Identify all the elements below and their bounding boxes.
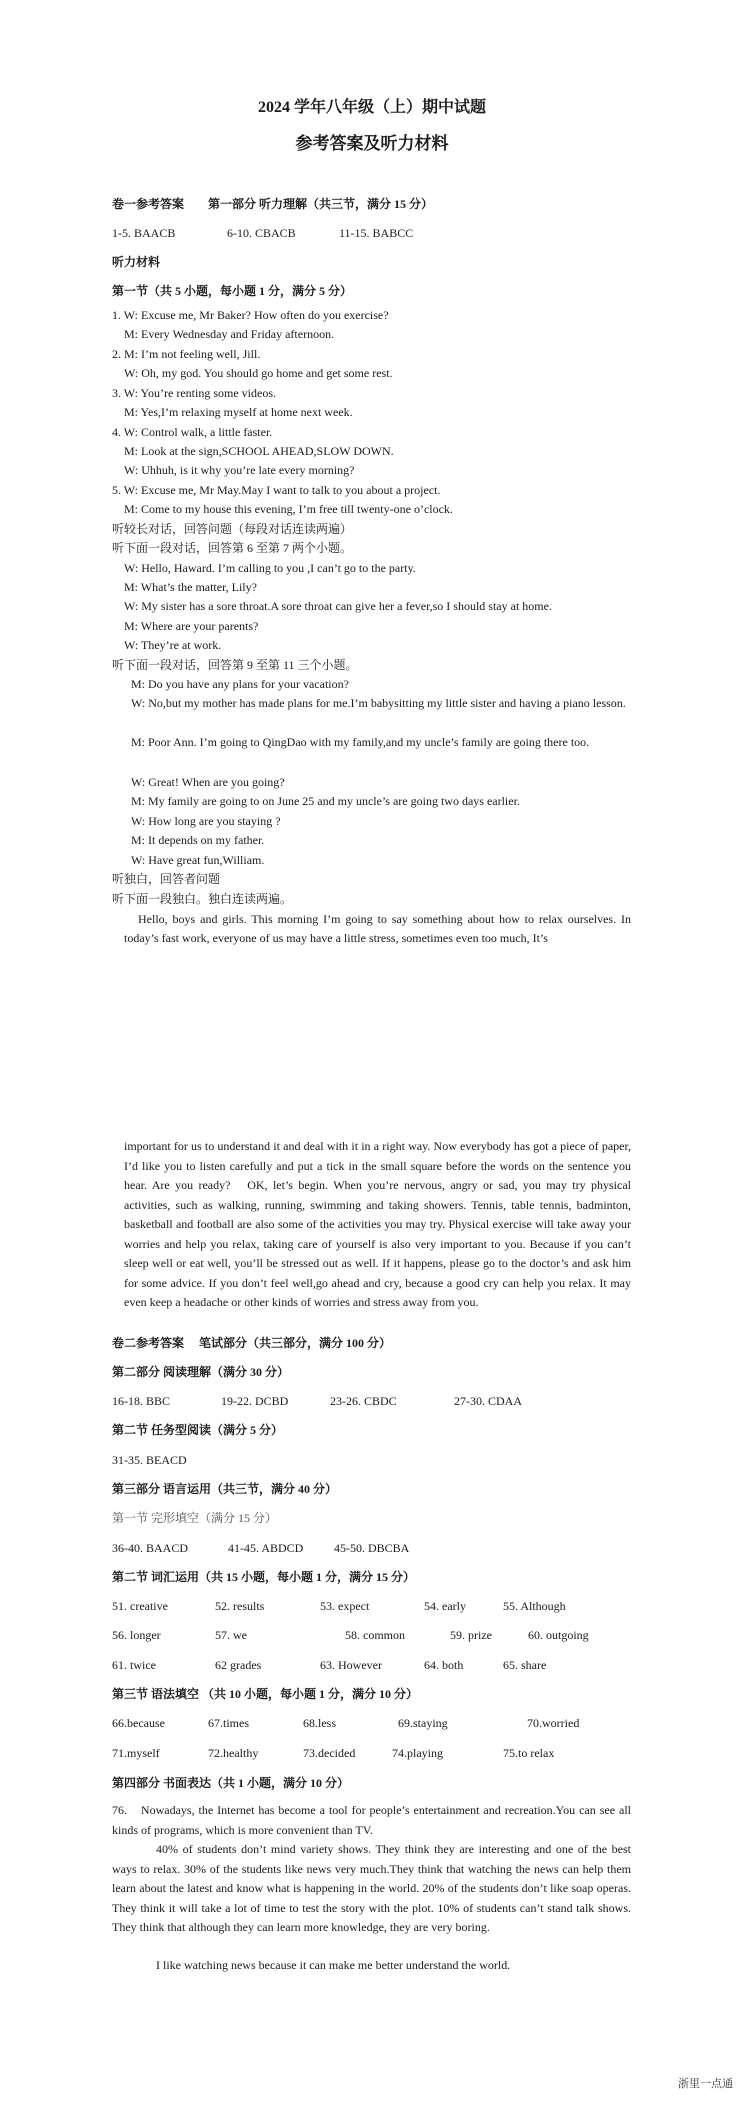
writing-heading: 第四部分 书面表达（共 1 小题，满分 10 分）	[112, 1776, 350, 1790]
writing-paragraph: 76. Nowadays, the Internet has become a tool for people’s entertainment and recreation.You can see all kinds of programs, which is more convenient than TV.	[112, 1803, 631, 1837]
reading-answer: 19-22. DCBD	[221, 1394, 289, 1408]
part2-heading: 卷二参考答案 笔试部分（共三部分，满分 100 分）	[112, 1336, 392, 1350]
dialog6-line: W: Hello, Haward. I’m calling to you ,I can’t go to the party.	[124, 561, 416, 575]
vocab-answer: 59. prize	[450, 1628, 492, 1642]
dialog9-paragraph: M: Poor Ann. I’m going to QingDao with my family,and my uncle’s family are going there too.	[131, 735, 590, 749]
vocab-answer: 62 grades	[215, 1658, 262, 1672]
writing-paragraph: I like watching news because it can make me better understand the world.	[156, 1958, 511, 1972]
part1-heading: 卷一参考答案 第一部分 听力理解（共三节，满分 15 分）	[112, 197, 434, 211]
dialog9-intro: 听下面一段对话，回答第 9 至第 11 三个小题。	[112, 658, 358, 672]
vocab-answer: 61. twice	[112, 1658, 156, 1672]
dialog9-line: W: Great! When are you going?	[131, 775, 285, 789]
grammar-answer: 66.because	[112, 1716, 165, 1730]
answer-6-10: 6-10. CBACB	[227, 226, 296, 240]
grammar-answer: 71.myself	[112, 1746, 160, 1760]
dialog-line: M: Yes,I’m relaxing myself at home next week.	[124, 405, 353, 419]
page-subtitle: 参考答案及听力材料	[295, 134, 449, 153]
language-heading: 第三部分 语言运用（共三节，满分 40 分）	[112, 1482, 338, 1496]
reading-answer: 27-30. CDAA	[454, 1394, 522, 1408]
dialog6-line: M: What’s the matter, Lily?	[124, 580, 257, 594]
watermark: 浙里一点通	[678, 2077, 733, 2090]
vocab-answer: 60. outgoing	[528, 1628, 589, 1642]
vocab-answer: 64. both	[424, 1658, 464, 1672]
dialog6-intro: 听下面一段对话，回答第 6 至第 7 两个小题。	[112, 541, 353, 555]
grammar-answer: 68.less	[303, 1716, 336, 1730]
dialog6-line: M: Where are your parents?	[124, 619, 259, 633]
grammar-answer: 73.decided	[303, 1746, 356, 1760]
dialog9-line: M: Do you have any plans for your vacation?	[131, 677, 349, 691]
dialog9-line: M: My family are going to on June 25 and my uncle’s are going two days earlier.	[131, 794, 520, 808]
vocab-answer: 51. creative	[112, 1599, 168, 1613]
answer-11-15: 11-15. BABCC	[339, 226, 414, 240]
dialog-line: 1. W: Excuse me, Mr Baker? How often do you exercise?	[112, 308, 389, 322]
task-answer: 31-35. BEACD	[112, 1453, 187, 1467]
dialog9-line: W: Have great fun,William.	[131, 853, 265, 867]
grammar-answer: 74.playing	[392, 1746, 443, 1760]
grammar-answer: 75.to relax	[503, 1746, 555, 1760]
dialog-line: 4. W: Control walk, a little faster.	[112, 425, 273, 439]
dialog-line: M: Every Wednesday and Friday afternoon.	[124, 327, 335, 341]
dialog-line: W: Uhhuh, is it why you’re late every morning?	[124, 463, 355, 477]
vocab-answer: 52. results	[215, 1599, 265, 1613]
grammar-answer: 69.staying	[398, 1716, 448, 1730]
dialog-line: 3. W: You’re renting some videos.	[112, 386, 276, 400]
dialog6-line: W: They’re at work.	[124, 638, 222, 652]
grammar-answer: 72.healthy	[208, 1746, 259, 1760]
dialog-line: M: Come to my house this evening, I’m free till twenty-one o’clock.	[124, 502, 453, 516]
vocab-answer: 53. expect	[320, 1599, 370, 1613]
monologue-paragraph: Hello, boys and girls. This morning I’m going to say something about how to relax ourselves. In today’s fast work, everyone of us may have a little stress, sometimes even too much, It’s	[124, 912, 631, 946]
vocab-answer: 58. common	[345, 1628, 405, 1642]
monologue-intro: 听独白，回答者问题	[112, 872, 221, 886]
grammar-heading: 第三节 语法填空 （共 10 小题，每小题 1 分，满分 10 分）	[112, 1687, 419, 1701]
cloze-answer: 41-45. ABDCD	[228, 1541, 304, 1555]
reading-answer: 16-18. BBC	[112, 1394, 171, 1408]
page-title: 2024 学年八年级（上）期中试题	[257, 99, 486, 116]
listening-material-heading: 听力材料	[112, 255, 161, 269]
dialog9-paragraph: W: No,but my mother has made plans for me.I’m babysitting my little sister and having a piano lesson.	[131, 696, 626, 710]
dialog-line: M: Look at the sign,SCHOOL AHEAD,SLOW DOWN.	[124, 444, 394, 458]
dialog9-line: M: It depends on my father.	[131, 833, 265, 847]
vocab-answer: 65. share	[503, 1658, 547, 1672]
dialog-line: W: Oh, my god. You should go home and get some rest.	[124, 366, 393, 380]
vocab-answer: 57. we	[215, 1628, 247, 1642]
monologue-intro: 听下面一段独白。独白连读两遍。	[112, 892, 293, 906]
vocab-answer: 55. Although	[503, 1599, 566, 1613]
reading-heading: 第二部分 阅读理解（满分 30 分）	[112, 1365, 290, 1379]
section1-heading: 第一节（共 5 小题，每小题 1 分，满分 5 分）	[112, 284, 353, 298]
dialog6-line: W: My sister has a sore throat.A sore throat can give her a fever,so I should stay at home.	[124, 599, 552, 613]
dialog-line: 2. M: I’m not feeling well, Jill.	[112, 347, 261, 361]
vocab-answer: 56. longer	[112, 1628, 161, 1642]
dialog9-line: W: How long are you staying ?	[131, 814, 281, 828]
dialog-line: 5. W: Excuse me, Mr May.May I want to talk to you about a project.	[112, 483, 441, 497]
cloze-answer: 45-50. DBCBA	[334, 1541, 410, 1555]
task-heading: 第二节 任务型阅读（满分 5 分）	[112, 1423, 284, 1437]
long-dialog-intro: 听较长对话，回答问题（每段对话连读两遍）	[112, 522, 353, 536]
cloze-answer: 36-40. BAACD	[112, 1541, 189, 1555]
vocab-answer: 63. However	[320, 1658, 382, 1672]
monologue-paragraph-continued: important for us to understand it and deal with it in a right way. Now everybody has got a piece of paper, I’d like you to listen carefully and put a tick in the small square before the words on the sentence you hear. Are you ready? OK, let’s begin. When you’re nervous, angry or sad, you may try physical activities, such as walking, running, swimming and taking showers. Tennis, table tennis, badminton, basketball and football are also some of the activities you may try. Physical exercise will take away your worries and help you relax, taking care of yourself is also very important to you. Because if you can’t sleep well or eat well, you’ll be stressed out as well. If it happens, please go to the doctor’s and ask him for some advice. If you don’t feel well,go ahead and cry, because a good cry can help you relax. It may even keep a headache or other kinds of worries and stress away from you.	[124, 1139, 631, 1309]
vocab-heading: 第二节 词汇运用（共 15 小题，每小题 1 分，满分 15 分）	[112, 1570, 416, 1584]
grammar-answer: 70.worried	[527, 1716, 580, 1730]
vocab-answer: 54. early	[424, 1599, 466, 1613]
answer-1-5: 1-5. BAACB	[112, 226, 176, 240]
reading-answer: 23-26. CBDC	[330, 1394, 397, 1408]
grammar-answer: 67.times	[208, 1716, 249, 1730]
cloze-heading: 第一节 完形填空（满分 15 分）	[112, 1511, 278, 1525]
writing-paragraph: 40% of students don’t mind variety shows. They think they are interesting and one of the best ways to relax. 30% of the students like news very much.They think that watching the news can help them learn about the latest and know what is happening in the world. 20% of the students don’t like soap operas. They think it will take a lot of time to test the story with the plot. 10% of students can’t stand talk shows. They think that although they can learn more knowledge, they are very boring.	[112, 1842, 631, 1934]
